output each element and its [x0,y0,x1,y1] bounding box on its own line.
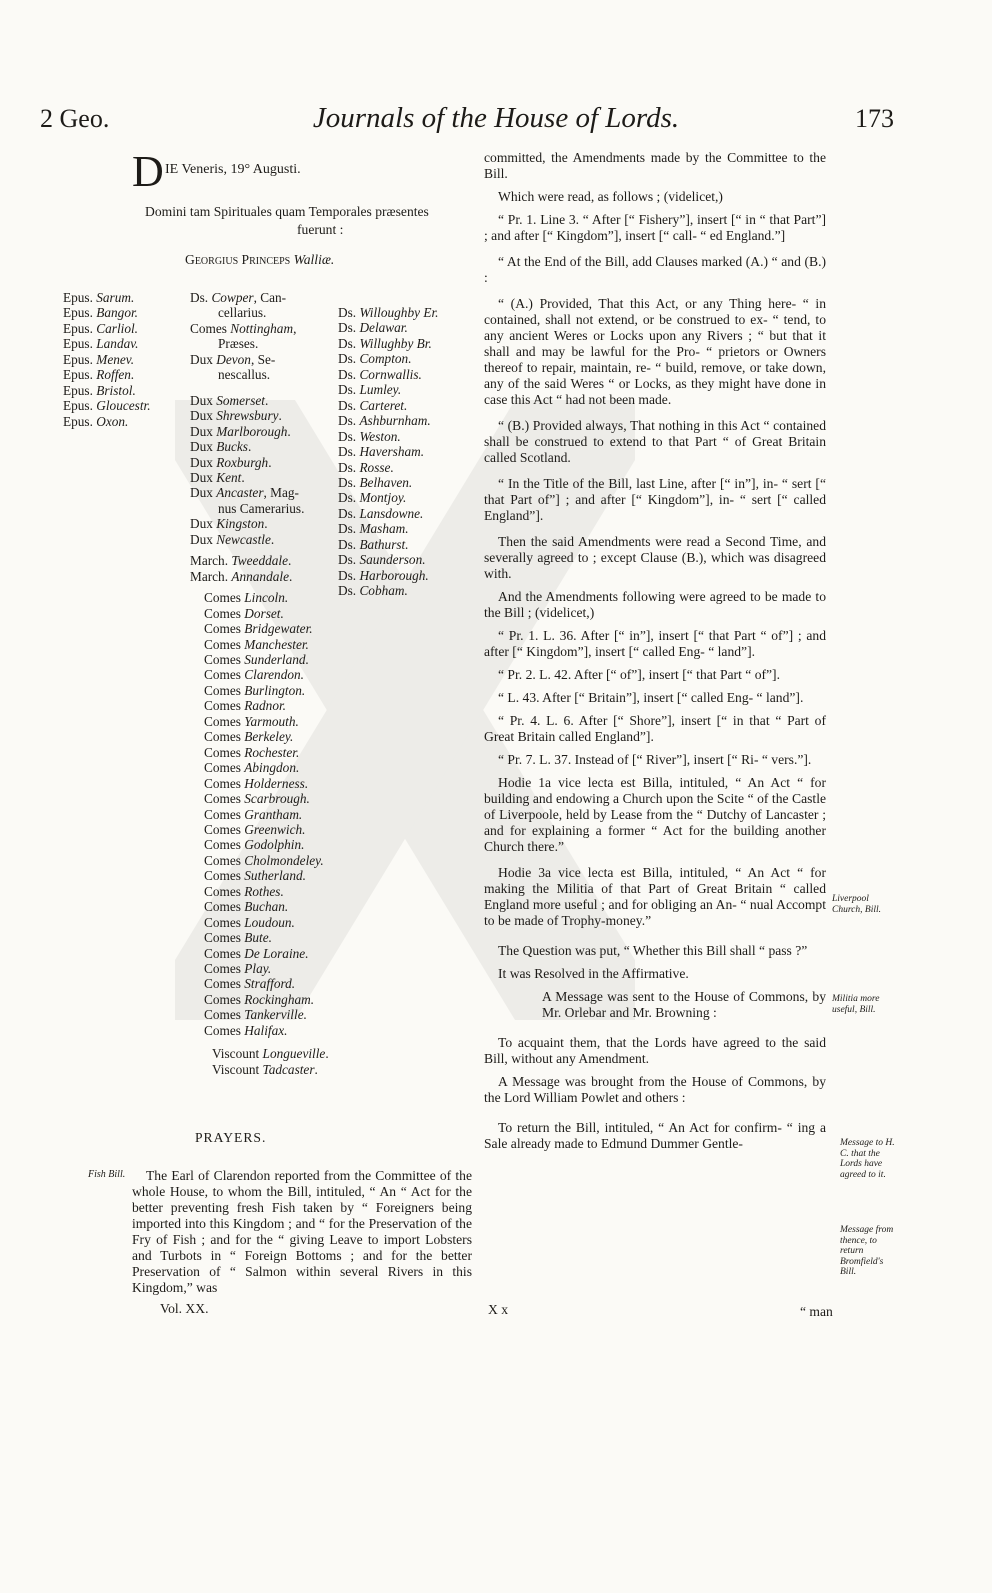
lord-entry [190,532,329,547]
text-span: Comes [204,698,241,714]
lord-entry [190,290,329,305]
text-span: Radnor. [244,698,287,714]
text-span: Weston. [359,428,401,444]
earl-entry [190,837,329,852]
right-paragraph: The Question was put, “ Whether this Bill shall “ pass ?” [498,943,808,958]
earl-entry [190,745,329,760]
earl-entry [190,776,329,791]
drop-cap: D [132,147,164,196]
text-span: Willughby Br. [359,335,432,351]
lord-entry [190,470,329,485]
text-span: Dorset. [244,605,284,621]
baron-entry [338,460,438,475]
text-span: Bucks [216,439,248,455]
text-span: . [268,454,272,470]
right-paragraph: “ (A.) Provided, That this Act, or any Thing here- “ in contained, shall not extend, or be construed to ex- “ tend, to any ancient Weres or Locks upon any Rivers ; “ but that it shall and may be lawful for the Pro- “ prietors or Owners thereof to repair, maintain, re- “ build, remove, or take down, any of the said Weres “ or Locks, as they might have done in case this Act “ had not been made. [484,296,826,407]
text-span: Loudoun. [244,914,295,930]
text-span: Tadcaster [262,1061,315,1077]
text-span: Rochester. [244,744,300,760]
text-span: Scarbrough. [244,791,310,807]
text-span: Bathurst. [359,536,409,552]
right-paragraph: And the Amendments following were agreed to be made to the Bill ; (videlicet,) [484,589,826,620]
text-span: De Loraine. [244,945,309,961]
baron-entry [338,336,438,351]
text-span: Ds. [338,521,357,537]
text-span: Ds. [338,351,357,367]
text-span: , Mag- [263,485,299,501]
text-span: Dux [190,469,217,485]
text-span: Comes [204,760,241,776]
text-span: Rosse. [359,459,394,475]
text-span: Abingdon. [244,760,300,776]
text-span: Grantham. [244,806,303,822]
earl-entry [190,946,329,961]
earl-entry [190,714,329,729]
text-span: Epus. [63,351,93,367]
text-span: Godolphin. [244,837,305,853]
text-span: Epus. [63,382,93,398]
text-span: Kent [216,469,242,485]
viscount-entry [190,1062,329,1077]
right-paragraph: Hodie 3a vice lecta est Billa, intituled, “ An Act “ for making the Militia of that Part of Great Britain “ called England more useful ; and for obliging an An- “ nual Accompt to be made of Trophy-money.” [484,865,826,928]
margin-note-message-to: Message to H. C. that the Lords have agreed to it. [840,1138,895,1180]
bishop-entry [63,367,151,382]
text-span: Ds. [338,428,357,444]
text-span: . [247,439,252,455]
text-span: Shrewsbury [216,408,279,424]
text-span: Bangor. [96,305,138,321]
bishop-entry [63,290,151,305]
text-span: Comes [204,852,241,868]
text-span: Dux [190,485,217,501]
earl-entry [190,606,329,621]
text-span: Comes [204,713,241,729]
text-span: Yarmouth. [244,713,299,729]
date-line: IE Veneris, 19° Augusti. [165,162,301,177]
text-span: Dux [190,351,217,367]
right-paragraph: Hodie 1a vice lecta est Billa, intituled, “ An Act “ for building and endowing a Church upon the Scite “ of the Castle of Liverpoole, held by Lease from the “ Dutchy of Lancaster ; and for explaining a former “ Act for the building another Church there.” [484,775,826,854]
text-span: Harborough. [359,567,429,583]
right-paragraph: committed, the Amendments made by the Committee to the Bill. [484,150,826,181]
lord-entry [190,321,329,336]
text-span: Dux [190,392,217,408]
right-paragraph: “ Pr. 2. L. 42. After [“ of”], insert [“ that Part “ of”]. [498,667,780,682]
text-span: Manchester. [244,636,309,652]
text-span: Epus. [63,305,93,321]
text-span: Ds. [338,536,357,552]
lord-entry [190,485,329,500]
bishop-entry [63,305,151,320]
footer-catchword: “ man [800,1304,833,1319]
text-span: Dux [190,408,217,424]
text-span: Epus. [63,320,93,336]
text-span: Comes [204,1007,241,1023]
text-span: Delawar. [359,320,408,336]
earl-entry [190,637,329,652]
earl-entry [190,590,329,605]
right-paragraph: “ Pr. 4. L. 6. After [“ Shore”], insert [“ in that “ Part of Great Britain called England”]. [484,713,826,744]
text-span: . [241,469,245,485]
earl-entry [190,667,329,682]
text-span: Comes [204,837,241,853]
right-paragraph: “ Pr. 7. L. 37. Instead of [“ River”], insert [“ Ri- “ vers.”]. [498,752,812,767]
text-span: Sutherland. [244,868,306,884]
page-title: Journals of the House of Lords. [312,102,680,134]
earl-entry [190,1007,329,1022]
lord-entry [190,501,329,516]
text-span: Dux [190,423,217,439]
baron-entry [338,398,438,413]
text-span: Roxburgh [216,454,269,470]
baron-entry [338,521,438,536]
text-span: Comes [204,651,241,667]
text-span: Nottingham [230,320,294,336]
text-span: Cobham. [359,583,408,599]
text-span: Play. [244,961,272,977]
baron-entry [338,583,438,598]
right-paragraph: “ L. 43. After [“ Britain”], insert [“ called Eng- “ land”]. [498,690,804,705]
text-span: Comes [204,775,241,791]
margin-note-liverpool: Liverpool Church, Bill. [832,894,881,915]
text-span: Saunderson. [359,552,426,568]
text-span: Dux [190,439,217,455]
text-span: Ds. [338,567,357,583]
right-paragraph: “ Pr. 1. Line 3. “ After [“ Fishery”], insert [“ in “ that Part”] ; and after [“ Kingdom”], insert [“ call- “ ed England.”] [484,212,826,243]
text-span: cellarius. [218,305,267,321]
text-span: Epus. [63,290,93,305]
bishop-entry [63,336,151,351]
baron-entry [338,444,438,459]
right-paragraph: Then the said Amendments were read a Second Time, and severally agreed to ; except Clause (B.), which was disagreed with. [484,534,826,581]
text-span: Rothes. [244,883,284,899]
text-span: Comes [204,945,241,961]
bishop-entry [63,321,151,336]
prayers-heading: PRAYERS. [195,1130,267,1145]
lord-entry [190,336,329,351]
text-span: Halifax. [244,1022,288,1038]
text-span: Belhaven. [359,474,413,490]
text-span: March. [190,568,232,584]
right-paragraph: A Message was brought from the House of Commons, by the Lord William Powlet and others : [484,1074,826,1105]
baron-entry [338,475,438,490]
baron-entry [338,552,438,567]
text-span: . [278,408,282,424]
text-span: . [264,392,269,408]
right-paragraph: “ (B.) Provided always, That nothing in this Act “ contained shall be construed to extend to that Part “ of Great Britain called Scotland. [484,418,826,465]
text-span: Annandale [231,568,289,584]
text-span: Comes [204,914,241,930]
margin-note-fish-bill: Fish Bill. [88,1169,126,1180]
text-span: Lansdowne. [359,505,424,521]
earl-entry [190,915,329,930]
temporal-lords-list [190,290,329,1077]
text-span: Haversham. [359,444,425,460]
text-span: . [270,531,275,547]
text-span: . [314,1061,318,1077]
text-span: Ds. [338,320,357,336]
text-span: Dux [190,454,217,470]
margin-note-militia: Militia more useful, Bill. [832,994,880,1015]
text-span: Masham. [359,521,409,537]
earl-entry [190,698,329,713]
earl-entry [190,884,329,899]
text-span: Comes [204,621,241,637]
baron-entry [338,506,438,521]
text-span: Ds. [338,490,357,506]
baron-entry [338,490,438,505]
text-span: Comes [204,821,241,837]
text-span: Strafford. [244,976,296,992]
barons-list [338,305,438,599]
text-span: . [288,568,293,584]
text-span: Bute. [244,930,272,946]
text-span: Bristol. [96,382,136,398]
text-span: Epus. [63,413,93,429]
lord-entry [190,569,329,584]
text-span: Comes [204,636,241,652]
text-span: Montjoy. [359,490,407,506]
text-span: Comes [204,868,241,884]
text-span: Comes [204,991,241,1007]
text-span: Comes [204,976,241,992]
text-span: Comes [204,791,241,807]
text-span: Epus. [63,336,93,352]
text-span: Ds. [338,382,357,398]
text-span: Burlington. [244,682,306,698]
text-span: Viscount [212,1061,263,1077]
earl-entry [190,976,329,991]
baron-entry [338,429,438,444]
text-span: Ds. [338,474,357,490]
text-span: Ancaster [216,485,264,501]
lord-entry [190,393,329,408]
text-span: Carliol. [96,320,138,336]
text-span: Bridgewater. [244,621,313,637]
lord-entry [190,455,329,470]
earl-entry [190,868,329,883]
lord-entry [190,424,329,439]
lord-entry [190,439,329,454]
text-span: Ashburnham. [359,413,431,429]
text-span: Clarendon. [244,667,304,683]
baron-entry [338,537,438,552]
text-span: Oxon. [96,413,129,429]
present-line-1: Domini tam Spirituales quam Temporales præsentes [145,204,429,219]
text-span: Comes [204,899,241,915]
text-span: Comes [204,590,241,606]
lord-entry [190,516,329,531]
text-span: Ds. [338,552,357,568]
baron-entry [338,382,438,397]
lord-entry [190,352,329,367]
text-span: Rockingham. [244,991,315,1007]
earl-entry [190,822,329,837]
header-regnal-year: 2 Geo. [40,104,110,133]
right-paragraph: “ In the Title of the Bill, last Line, after [“ in”], in- “ sert [“ that Part of”] ; and after [“ Kingdom”], in- “ sert [“ called England”]. [484,476,826,523]
text-span: Greenwich. [244,821,306,837]
right-paragraph: “ At the End of the Bill, add Clauses marked (A.) “ and (B.) : [484,254,826,285]
text-span: Newcastle [216,531,271,547]
text-span: March. [190,553,232,569]
earl-entry [190,961,329,976]
text-span: . [325,1046,329,1062]
text-span: Ds. [338,459,357,475]
text-span: Ds. [338,444,357,460]
text-span: Marlborough [216,423,288,439]
text-span: Præses. [218,336,259,352]
text-span: Comes [204,682,241,698]
baron-entry [338,413,438,428]
right-paragraph: “ Pr. 1. L. 36. After [“ in”], insert [“ that Part “ of”] ; and after [“ Kingdom”], insert [“ called Eng- “ land”]. [484,628,826,659]
baron-entry [338,568,438,583]
earl-entry [190,729,329,744]
text-span: Ds. [190,290,212,305]
text-span: Comes [204,605,241,621]
earl-entry [190,899,329,914]
text-span: Buchan. [244,899,289,915]
text-span: Cholmondeley. [244,852,324,868]
earl-entry [190,807,329,822]
text-span: Ds. [338,397,357,413]
right-column [484,150,826,1159]
earl-entry [190,683,329,698]
text-span: Comes [204,930,241,946]
text-span: Compton. [359,351,412,367]
bishop-entry [63,398,151,413]
text-span: Cornwallis. [359,366,422,382]
text-span: Holderness. [244,775,309,791]
text-span: Willoughby Er. [359,305,439,320]
baron-entry [338,320,438,335]
bishop-entry [63,383,151,398]
bishops-list [63,290,151,429]
bishop-entry [63,352,151,367]
right-paragraph: To acquaint them, that the Lords have agreed to the said Bill, without any Amendment. [484,1035,826,1066]
lord-entry [190,367,329,382]
text-span: Gloucestr. [96,398,151,414]
text-span: , Se- [250,351,276,367]
prince-line: Georgius Princeps Walliæ. [185,252,335,267]
text-span: Comes [204,961,241,977]
earl-entry [190,652,329,667]
text-span: Landav. [96,336,139,352]
text-span: Somerset [216,392,265,408]
text-span: Comes [204,729,241,745]
lord-entry [190,408,329,423]
text-span: Ds. [338,305,357,320]
text-span: Longueville [262,1046,326,1062]
text-span: Lincoln. [244,590,289,606]
text-span: Tweeddale [231,553,288,569]
text-span: Comes [204,806,241,822]
earl-entry [190,1023,329,1038]
earl-entry [190,621,329,636]
text-span: . [287,423,291,439]
text-span: Lumley. [359,382,402,398]
page-number: 173 [855,104,894,133]
margin-note-message-from: Message from thence, to return Bromfield's Bill. [840,1225,894,1277]
present-line-2: fuerunt : [297,222,344,237]
text-span: Sunderland. [244,651,309,667]
text-span: Ds. [338,366,357,382]
lord-entry [190,553,329,568]
right-paragraph: Which were read, as follows ; (videlicet,) [498,189,723,204]
baron-entry [338,351,438,366]
text-span: Tankerville. [244,1007,307,1023]
footer-signature: X x [488,1302,509,1317]
text-span: nescallus. [218,367,271,383]
text-span: Comes [204,1022,241,1038]
text-span: Dux [190,531,217,547]
text-span: Ds. [338,413,357,429]
text-span: . [287,553,292,569]
footer-volume: Vol. XX. [160,1301,209,1316]
fish-bill-paragraph: The Earl of Clarendon reported from the Committee of the whole House, to whom the Bill, intituled, “ An “ Act for the better preventing fresh Fish taken by “ Foreigners being imported into this Kingdom ; and “ for the Preservation of the Fry of Fish ; and for the “ giving Leave to import Lobsters and Turbots in “ Foreign Bottoms ; and for the better Preservation of “ Salmon within several Rivers in this Kingdom,” was [132,1168,472,1295]
text-span: nus Camerarius. [218,500,305,516]
text-span: Menev. [96,351,135,367]
text-span: Berkeley. [244,729,294,745]
lord-entry [190,305,329,320]
baron-entry [338,367,438,382]
text-span: Ds. [338,505,357,521]
baron-entry [338,305,438,320]
viscount-entry [190,1046,329,1061]
text-span: . [264,516,268,532]
earl-entry [190,791,329,806]
earl-entry [190,853,329,868]
earl-entry [190,992,329,1007]
text-span: Sarum. [96,290,135,305]
text-span: Epus. [63,398,93,414]
earl-entry [190,760,329,775]
right-paragraph: A Message was sent to the House of Commons, by Mr. Orlebar and Mr. Browning : [542,989,826,1020]
text-span: Kingston [216,516,265,532]
text-span: Carteret. [359,397,408,413]
right-paragraph: It was Resolved in the Affirmative. [498,966,689,981]
text-span: Devon [216,351,251,367]
text-span: Comes [190,320,231,336]
text-span: Viscount [212,1046,263,1062]
earl-entry [190,930,329,945]
text-span: Cowper [211,290,254,305]
text-span: Ds. [338,335,357,351]
text-span: , [293,320,297,336]
text-span: Roffen. [96,367,135,383]
text-span: Ds. [338,583,357,599]
text-span: Comes [204,667,241,683]
text-span: Comes [204,883,241,899]
bishop-entry [63,414,151,429]
text-span: Dux [190,516,217,532]
text-span: Comes [204,744,241,760]
right-paragraph: To return the Bill, intituled, “ An Act for confirm- “ ing a Sale already made to Edmund Dummer Gentle- [484,1120,826,1151]
text-span: , Can- [253,290,287,305]
text-span: Epus. [63,367,93,383]
